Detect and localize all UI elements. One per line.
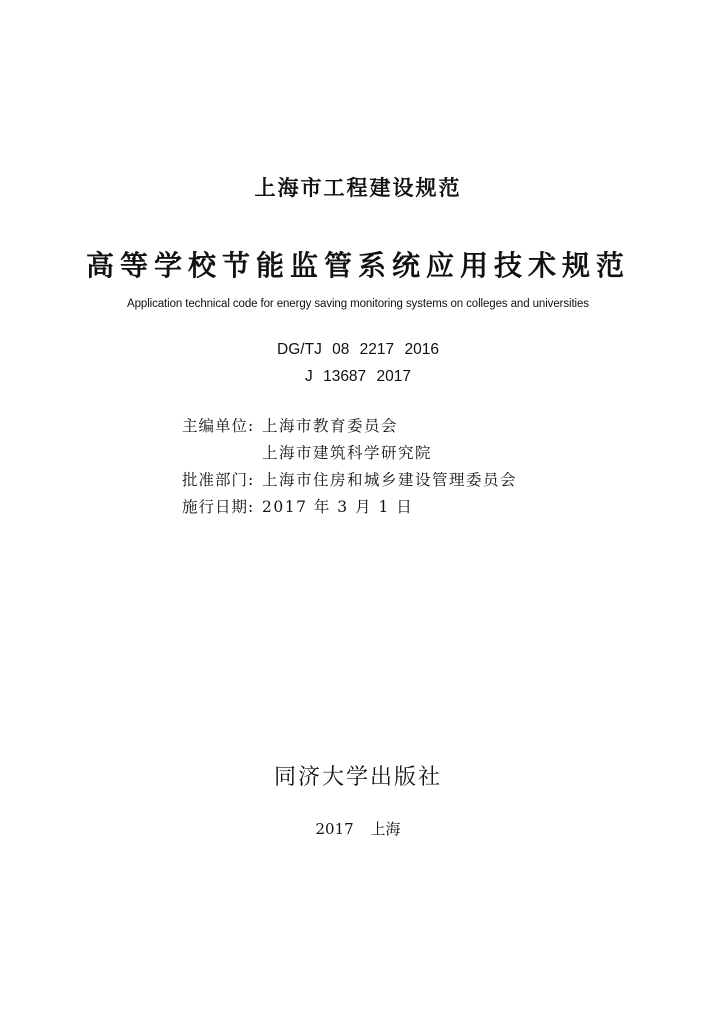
approver-row (182, 467, 517, 494)
approver-label: 批准部门: (182, 471, 255, 489)
record-code: J 13687 2017 (305, 368, 411, 385)
effective-value: 2017 年 3 月 1 日 (262, 498, 414, 516)
editor-row (182, 413, 517, 440)
effective-row (182, 494, 517, 521)
editor-value-1: 上海市教育委员会 (262, 417, 399, 435)
effective-label: 施行日期: (182, 498, 255, 516)
standard-code: DG/TJ 08 2217 2016 (277, 341, 439, 358)
editor-row-2 (182, 440, 517, 467)
series-title: 上海市工程建设规范 (254, 176, 462, 200)
main-title: 高等学校节能监管系统应用技术规范 (85, 249, 630, 282)
info-block (182, 413, 517, 521)
editor-label-spacer (182, 440, 262, 467)
publisher: 同济大学出版社 (273, 765, 442, 790)
publication-year-place: 2017 上海 (315, 820, 401, 838)
editor-value-2: 上海市建筑科学研究院 (262, 444, 433, 462)
editor-label: 主编单位: (182, 417, 255, 435)
english-title: Application technical code for energy saving monitoring systems on colleges and universities (127, 298, 589, 310)
approver-value: 上海市住房和城乡建设管理委员会 (262, 471, 518, 489)
